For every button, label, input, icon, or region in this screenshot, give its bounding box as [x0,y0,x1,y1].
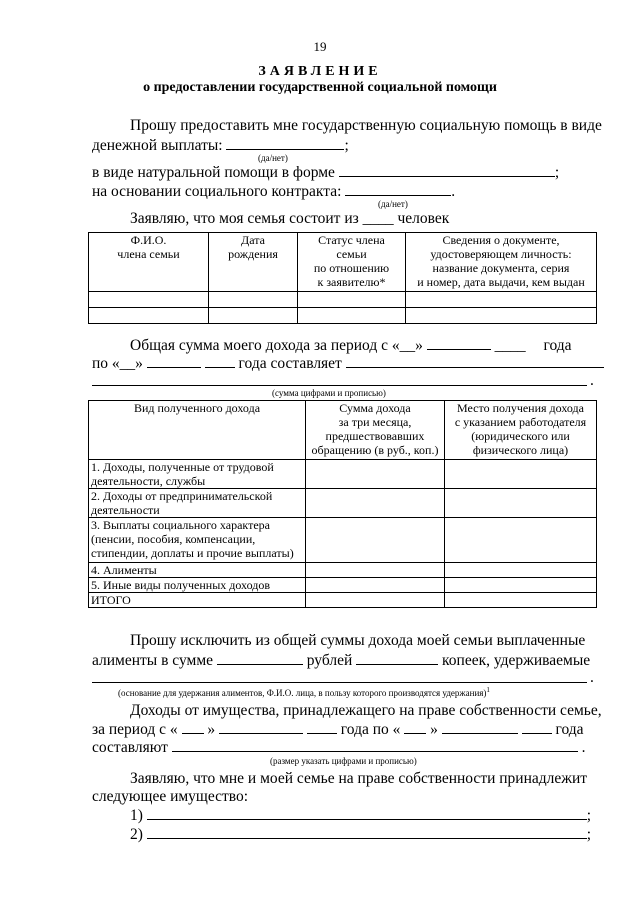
request-line-3 [92,163,559,181]
header-fio: Ф.И.О. члена семьи [89,233,209,292]
alimony-basis-hint: (основание для удержания алиментов, Ф.И.О. лица, в пользу которого производятся удержания)$^1$ [118,686,490,698]
table-cell[interactable] [445,460,597,489]
quote: » [207,721,216,738]
cash-payment-label: денежной выплаты: [92,137,223,154]
alimony-kopecks-field[interactable] [356,651,438,665]
income-to-month-field[interactable] [147,354,201,368]
property-line-2: следующее имущество: [92,788,249,805]
property-income-hint: (размер указать цифрами и прописью) [270,756,417,766]
document-title: ЗАЯВЛЕНИЕ [258,64,382,79]
header-birthdate: Дата рождения [209,233,298,292]
header-status: Статус члена семьи по отношению к заявителю* [298,233,406,292]
document-subtitle: о предоставлении государственной социальной помощи [143,80,497,95]
family-size-unit: человек [397,210,450,227]
social-contract-hint: (да/нет) [378,199,408,209]
in-kind-field[interactable] [339,163,555,177]
alimony-basis-line[interactable] [92,682,587,683]
income-total-cell: ИТОГО [89,593,306,608]
property-income-amount-field[interactable] [172,738,578,752]
table-cell[interactable] [298,292,406,308]
income-table [88,400,597,608]
income-line-2 [92,354,604,372]
table-row [89,489,597,518]
rubles-label: рублей [306,652,353,669]
punct: ; [344,137,349,154]
income-period-from-label: Общая сумма моего дохода за период с «__» [130,337,423,354]
cash-payment-hint: (да/нет) [258,153,288,163]
table-cell[interactable] [306,489,445,518]
table-row [89,593,597,608]
income-amount-field[interactable] [346,354,604,368]
period-from-label: за период с « [92,721,178,738]
table-cell[interactable] [406,308,597,324]
family-table [88,232,597,324]
property-item-1-field[interactable] [147,806,587,820]
property-item-1 [130,806,591,824]
year-label: года [555,721,584,738]
punct: . [590,372,594,389]
table-row [89,578,597,593]
family-size-line [130,210,449,227]
from-day-field[interactable] [182,720,204,734]
property-income-amount-label: составляют [92,739,168,756]
table-cell[interactable] [306,578,445,593]
income-type-cell: 1. Доходы, полученные от трудовой деятельности, службы [89,460,306,489]
table-cell[interactable] [89,308,209,324]
period-to-label: года по « [340,721,401,738]
table-cell[interactable] [445,578,597,593]
page-number: 19 [313,39,327,54]
punct: . [581,739,586,756]
income-to-year-field[interactable] [205,354,235,368]
table-row [89,308,597,324]
cash-payment-field[interactable] [226,136,344,150]
alimony-line-1: Прошу исключить из общей суммы дохода моей семьи выплаченные [130,632,586,649]
income-type-cell: 5. Иные виды полученных доходов [89,578,306,593]
table-row [89,460,597,489]
income-type-cell: 2. Доходы от предпринимательской деятельности [89,489,306,518]
header-document: Сведения о документе, удостоверяющем личность: название документа, серия и номер, дата выдачи, кем выдан [406,233,597,292]
income-from-month-field[interactable] [427,336,491,350]
table-cell[interactable] [445,518,597,563]
request-line-2 [92,136,349,154]
income-from-year-field[interactable]: ____ [494,337,526,354]
table-header-row [89,233,597,292]
table-cell[interactable] [306,460,445,489]
table-cell[interactable] [445,593,597,608]
property-line-1: Заявляю, что мне и моей семье на праве собственности принадлежит [130,770,588,787]
from-year-field[interactable] [307,720,337,734]
quote: » [430,721,438,738]
table-row [89,563,597,578]
table-cell[interactable] [306,518,445,563]
to-year-field[interactable] [522,720,552,734]
property-income-line-1: Доходы от имущества, принадлежащего на праве собственности семье, [130,702,602,719]
income-period-to-label: по «__» [92,355,143,372]
header-income-type: Вид полученного дохода [89,401,306,460]
header-income-sum: Сумма дохода за три месяца, предшествовавших обращению (в руб., коп.) [306,401,445,460]
request-line-4 [92,182,455,200]
year-label: года [543,337,572,354]
table-cell[interactable] [209,292,298,308]
family-size-field[interactable]: ____ [362,210,394,227]
alimony-rubles-field[interactable] [217,651,303,665]
table-cell[interactable] [298,308,406,324]
from-month-field[interactable] [219,720,303,734]
table-row [89,292,597,308]
table-cell[interactable] [306,563,445,578]
table-cell[interactable] [445,489,597,518]
property-item-2-field[interactable] [147,825,587,839]
property-item-2 [130,825,591,843]
in-kind-label: в виде натуральной помощи в форме [92,164,335,181]
alimony-line-2 [92,651,590,669]
property-income-line-2 [92,720,584,738]
punct: . [590,669,594,686]
social-contract-field[interactable] [345,182,451,196]
table-cell[interactable] [306,593,445,608]
punct: ; [554,164,560,181]
header-income-source: Место получения дохода с указанием работодателя (юридического или физического лица) [445,401,597,460]
to-day-field[interactable] [404,720,426,734]
income-type-cell: 3. Выплаты социального характера (пенсии, пособия, компенсации, стипендии, доплаты и прочие выплаты) [89,518,306,563]
item-number: 1) [130,807,143,824]
income-amount-line[interactable] [92,385,587,386]
income-amount-label: года составляет [238,355,342,372]
table-cell[interactable] [89,292,209,308]
item-number: 2) [130,826,143,843]
social-contract-label: на основании социального контракта: [92,183,342,200]
request-line-1: Прошу предоставить мне государственную социальную помощь в виде [130,117,602,134]
to-month-field[interactable] [442,720,518,734]
table-cell[interactable] [209,308,298,324]
punct: ; [586,807,592,824]
family-size-label: Заявляю, что моя семья состоит из [130,210,359,227]
table-row [89,518,597,563]
income-amount-hint: (сумма цифрами и прописью) [272,388,386,398]
punct: ; [586,826,592,843]
property-income-line-3 [92,738,586,756]
income-type-cell: 4. Алименты [89,563,306,578]
kopecks-label: копеек, удерживаемые [442,652,591,669]
table-header-row [89,401,597,460]
table-cell[interactable] [445,563,597,578]
table-cell[interactable] [406,292,597,308]
alimony-sum-label: алименты в сумме [92,652,214,669]
income-line-1 [130,336,572,354]
punct: . [451,183,456,200]
